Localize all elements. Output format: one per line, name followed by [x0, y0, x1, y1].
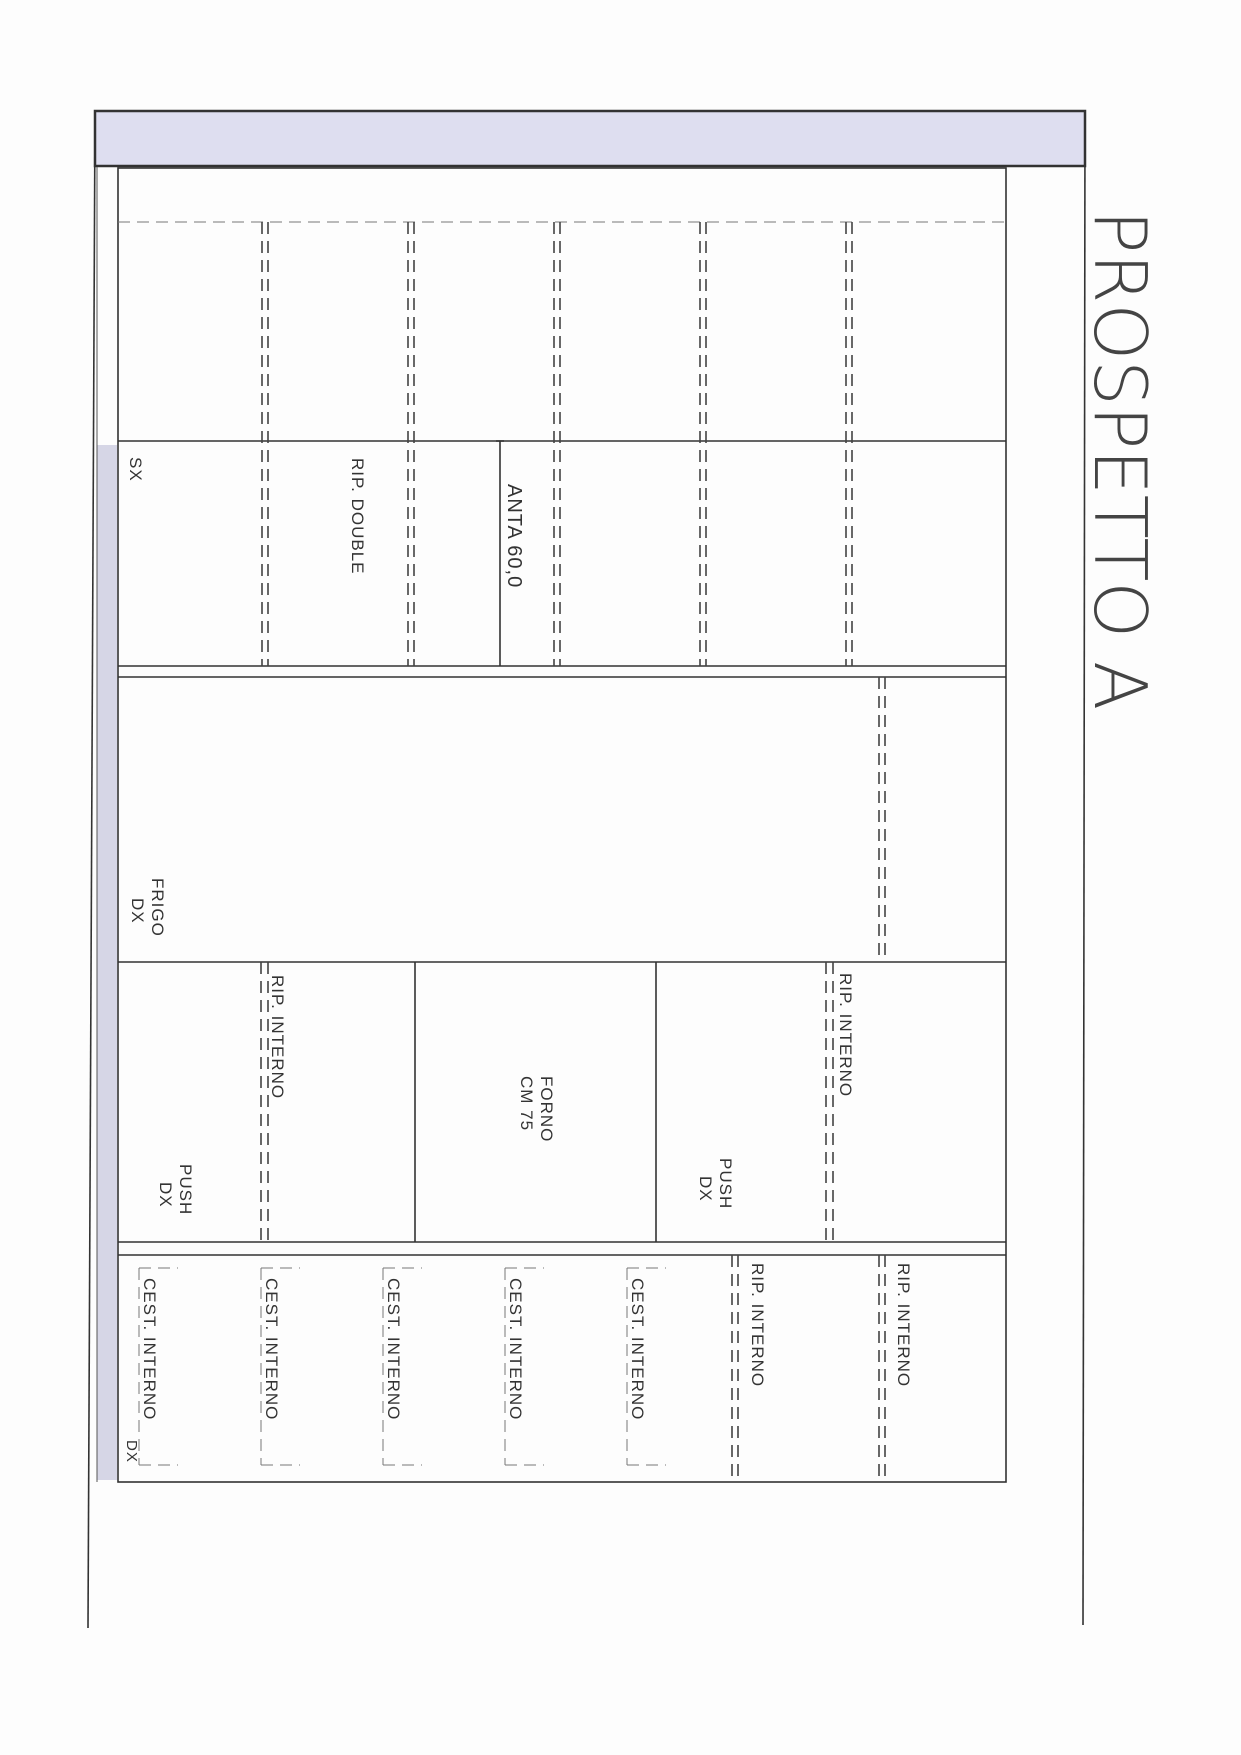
bottom-side-label: DX: [123, 1440, 140, 1463]
basket-label: CEST. INTERNO: [140, 1278, 159, 1421]
frame-left-line: [88, 111, 95, 1628]
push-right-line2: DX: [696, 1176, 715, 1202]
fridge-section: [128, 677, 885, 962]
upper-shelf-label: RIP. DOUBLE: [348, 458, 367, 575]
side-band: [97, 445, 117, 1480]
top-band: [95, 111, 1085, 166]
bottom-cabinet: [123, 1255, 913, 1482]
upper-door-label: ANTA 60,0: [503, 484, 525, 589]
basket-label: CEST. INTERNO: [628, 1278, 647, 1421]
outer-frame: [88, 111, 1085, 1628]
oven-shelf-right-label: RIP. INTERNO: [836, 973, 855, 1098]
oven-label-line1: FORNO: [537, 1076, 556, 1143]
bottom-shelf-label: RIP. INTERNO: [894, 1263, 913, 1388]
section-dividers: [118, 441, 1006, 1255]
upper-cabinet: [118, 222, 1006, 666]
push-left-line2: DX: [156, 1182, 175, 1208]
oven-label-line2: CM 75: [517, 1076, 536, 1132]
push-right-line1: PUSH: [716, 1158, 735, 1210]
push-left-line1: PUSH: [176, 1164, 195, 1216]
upper-shelf-lines: [262, 222, 852, 666]
basket-label: CEST. INTERNO: [506, 1278, 525, 1421]
cabinet-outline: [118, 168, 1006, 1482]
bottom-shelf-label: RIP. INTERNO: [748, 1263, 767, 1388]
basket-label: CEST. INTERNO: [262, 1278, 281, 1421]
basket-label: CEST. INTERNO: [384, 1278, 403, 1421]
oven-shelf-left-label: RIP. INTERNO: [268, 975, 287, 1100]
oven-column: [156, 962, 855, 1242]
page-title: PROSPETTO A: [1078, 210, 1162, 711]
fridge-label-line1: FRIGO: [148, 878, 167, 937]
fridge-label-line2: DX: [128, 898, 147, 924]
upper-side-label: SX: [126, 457, 145, 482]
